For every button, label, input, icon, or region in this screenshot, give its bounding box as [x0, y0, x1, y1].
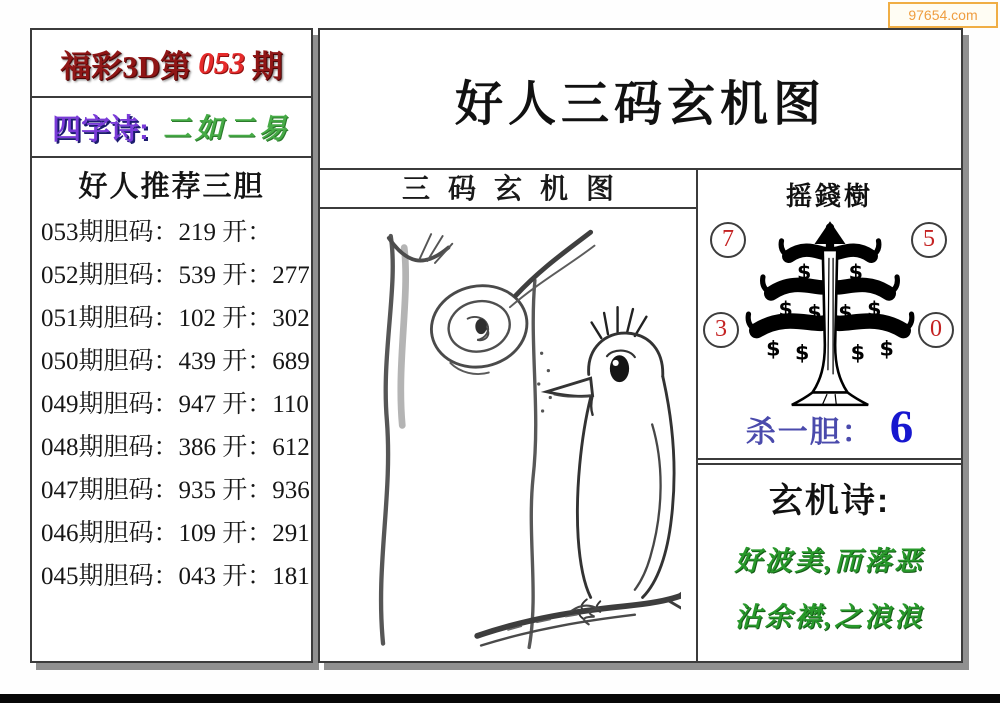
issue-title-suffix: 期	[251, 48, 283, 84]
issue-title	[32, 30, 311, 98]
main-panel	[318, 28, 963, 663]
dan-code-row: 046期胆码：109 开：291	[41, 520, 310, 547]
issue-number: 053	[198, 45, 245, 80]
page-title: 好人三码玄机图	[454, 77, 826, 131]
left-panel	[30, 28, 313, 663]
right-panel	[698, 170, 961, 661]
svg-text:$: $	[777, 297, 793, 322]
kill-one-row	[698, 400, 961, 454]
four-char-poem-value: 二如二易	[162, 114, 291, 145]
svg-text:$: $	[850, 340, 865, 365]
main-title-band	[320, 30, 961, 170]
four-char-poem-row	[32, 98, 311, 158]
issue-title-prefix: 福彩3D第	[60, 48, 192, 84]
svg-text:$: $	[806, 300, 822, 325]
dan-code-row: 050期胆码：439 开：689	[41, 348, 310, 375]
sketch-panel	[320, 170, 698, 661]
mystery-poem-line-2: 沾余襟,之浪浪	[734, 602, 925, 632]
mystery-poem-section	[698, 463, 961, 661]
site-watermark[interactable]: 97654.com	[888, 2, 998, 28]
tree-number-top-left: 7	[710, 222, 746, 258]
four-char-poem-label: 四字诗:	[52, 113, 149, 146]
money-tree-title: 摇錢樹	[785, 181, 873, 211]
svg-text:$: $	[765, 336, 780, 361]
recommendation-list	[32, 211, 311, 598]
bottom-black-bar	[0, 694, 1000, 703]
recommendation-header: 好人推荐三胆	[78, 171, 265, 203]
svg-text:$: $	[794, 340, 809, 365]
bird-sketch-illustration	[335, 217, 681, 653]
svg-text:$: $	[866, 297, 882, 322]
svg-text:$: $	[848, 260, 863, 285]
money-tree-illustration	[732, 213, 928, 409]
recommendation-section	[32, 164, 311, 598]
dan-code-row: 049期胆码：947 开：110	[41, 391, 309, 418]
sketch-panel-header: 三码玄机图	[320, 170, 696, 209]
svg-text:$: $	[879, 336, 894, 361]
mystery-poem-title: 玄机诗:	[768, 482, 891, 520]
money-tree-section	[698, 170, 961, 460]
mystery-poem-line-1: 好波美,而落恶	[734, 546, 925, 576]
dan-code-row: 045期胆码：043 开：181	[41, 563, 310, 590]
dan-code-row: 052期胆码：539 开：277	[41, 262, 310, 289]
kill-one-label: 杀一胆：	[745, 416, 874, 449]
sketch-area	[320, 209, 696, 661]
tree-number-top-right: 5	[911, 222, 947, 258]
dan-code-row: 053期胆码：219 开：	[41, 219, 273, 246]
dan-code-row: 048期胆码：386 开：612	[41, 434, 310, 461]
dan-code-row: 051期胆码：102 开：302	[41, 305, 310, 332]
tree-number-mid-right: 0	[918, 312, 954, 348]
tree-number-mid-left: 3	[703, 312, 739, 348]
svg-text:$: $	[796, 260, 811, 285]
kill-one-value: 6	[889, 401, 914, 453]
dan-code-row: 047期胆码：935 开：936	[41, 477, 310, 504]
svg-text:$: $	[837, 300, 853, 325]
